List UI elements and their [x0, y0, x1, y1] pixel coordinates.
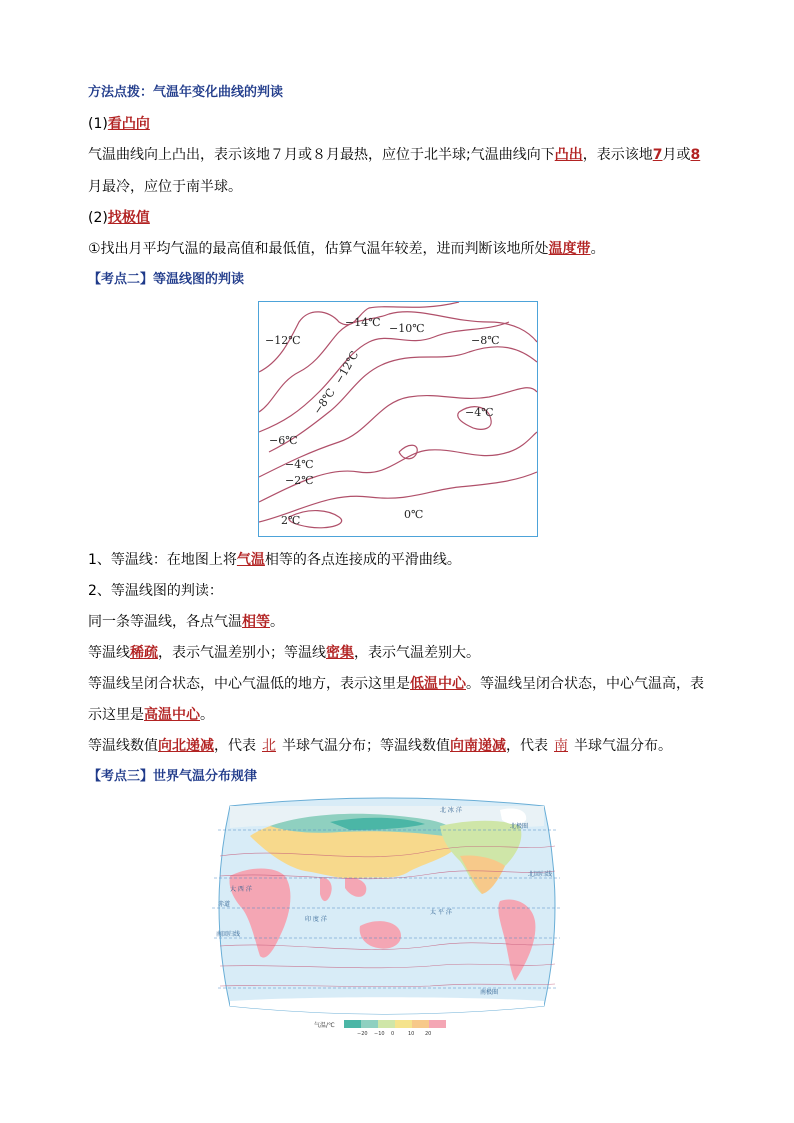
isotherm-label: 0℃ [404, 508, 424, 521]
text: ，代表 [506, 738, 548, 754]
text: 示这里是 [88, 707, 144, 723]
legend-svg [314, 1018, 474, 1044]
method-title: 方法点拨：气温年变化曲线的判读 [88, 85, 284, 100]
answer-blank: 南 [554, 738, 568, 754]
definition-2: 2、等温线图的判读： [88, 583, 223, 599]
isotherm-label: −8℃ [471, 334, 500, 347]
rule-2 [88, 644, 480, 662]
step1-label: 看凸向 [107, 116, 150, 132]
isotherm-label: −14℃ [345, 316, 381, 329]
step2-number: (2) [88, 210, 108, 226]
keyword: 密集 [326, 645, 354, 661]
keyword: 向北递减 [158, 738, 214, 754]
keyword: 稀疏 [130, 645, 158, 661]
keyword: 向南递减 [450, 738, 506, 754]
isotherm-line [269, 347, 537, 452]
map-label-arctic-circle: 北极圈 [510, 823, 529, 830]
text: 1、等温线：在地图上将 [88, 552, 237, 568]
keyword: 8 [690, 147, 701, 163]
step2-heading [88, 209, 150, 227]
map-label-atlantic: 大 西 洋 [230, 886, 252, 893]
text: 半球气温分布；等温线数值 [282, 738, 450, 754]
text: ，表示气温差别大。 [354, 645, 480, 661]
legend-tick-label: 20 [425, 1031, 432, 1037]
legend-swatch [429, 1020, 446, 1028]
rule-3 [88, 675, 704, 693]
rule-3-cont [88, 706, 214, 724]
map-label-tropic-capricorn: 南回归线 [216, 931, 241, 938]
isotherm-label: −8℃ [310, 386, 338, 417]
text: 气温曲线向上凸出，表示该地７月或８月最热，应位于北半球;气温曲线向下 [88, 147, 555, 163]
legend-tick-label: 10 [408, 1031, 415, 1037]
text: 月或 [662, 147, 691, 163]
world-temperature-map [210, 796, 564, 1016]
map-label-pacific: 太 平 洋 [430, 909, 452, 916]
answer-blank: 北 [262, 738, 276, 754]
legend-title: 气温/℃ [314, 1022, 335, 1029]
text: 。 [270, 614, 284, 630]
step1-paragraph-cont: 月最冷，应位于南半球。 [88, 179, 242, 195]
definition-1 [88, 551, 461, 569]
keyword: 温度带 [548, 241, 591, 257]
land-antarctica [230, 997, 544, 1016]
legend-swatch [412, 1020, 429, 1028]
step1-heading [88, 115, 150, 133]
keyword: 气温 [236, 552, 265, 568]
isotherm-map [259, 302, 537, 536]
legend-swatch [344, 1020, 361, 1028]
isotherm-label: −12℃ [332, 348, 362, 387]
text: 。 [200, 707, 214, 723]
legend-tick-label: −20 [357, 1031, 368, 1037]
isotherm-label: 2℃ [281, 514, 301, 527]
keyword: 凸出 [554, 147, 583, 163]
isotherm-label: −4℃ [465, 406, 494, 419]
map-label-antarctic-circle: 南极圈 [480, 989, 499, 996]
keyword: 低温中心 [410, 676, 466, 692]
kp2-title: 【考点二】等温线图的判读 [88, 272, 245, 287]
kp3-title: 【考点三】世界气温分布规律 [88, 769, 258, 784]
text: 同一条等温线，各点气温 [88, 614, 242, 630]
text: 。等温线呈闭合状态，中心气温高，表 [466, 676, 704, 692]
isotherm-label: −10℃ [389, 322, 425, 335]
isotherm-label: −6℃ [269, 434, 298, 447]
text: ，代表 [214, 738, 256, 754]
rule-4 [88, 737, 672, 755]
world-map-svg [210, 796, 564, 1016]
isotherm-label: −2℃ [285, 474, 314, 487]
text: 。 [590, 241, 605, 257]
map-label-arctic-ocean: 北 冰 洋 [440, 807, 462, 814]
step2-paragraph [88, 240, 605, 258]
keyword: 7 [652, 147, 663, 163]
keyword: 高温中心 [144, 707, 200, 723]
map-label-tropic-cancer: 北回归线 [528, 871, 553, 878]
step1-paragraph [88, 146, 700, 164]
text: 等温线 [88, 645, 130, 661]
keyword: 相等 [242, 614, 270, 630]
isotherm-figure [258, 301, 538, 537]
isotherm-label: −4℃ [285, 458, 314, 471]
map-label-indian: 印 度 洋 [305, 916, 327, 923]
legend-tick-label: 0 [391, 1031, 395, 1037]
text: ，表示该地 [582, 147, 653, 163]
rule-1 [88, 613, 284, 631]
text: 半球气温分布。 [574, 738, 672, 754]
isotherm-label: −12℃ [265, 334, 301, 347]
text: 相等的各点连接成的平滑曲线。 [264, 552, 461, 568]
text: ，表示气温差别小；等温线 [158, 645, 326, 661]
step2-label: 找极值 [107, 210, 150, 226]
text: 等温线呈闭合状态，中心气温低的地方，表示这里是 [88, 676, 410, 692]
step1-number: (1) [88, 116, 108, 132]
map-label-equator: 赤道 [218, 901, 231, 908]
temperature-legend [314, 1018, 474, 1044]
legend-swatch [378, 1020, 395, 1028]
legend-tick-label: −10 [374, 1031, 385, 1037]
legend-swatch [361, 1020, 378, 1028]
legend-swatch [395, 1020, 412, 1028]
text: ①找出月平均气温的最高值和最低值，估算气温年较差，进而判断该地所处 [88, 241, 549, 257]
text: 等温线数值 [88, 738, 158, 754]
